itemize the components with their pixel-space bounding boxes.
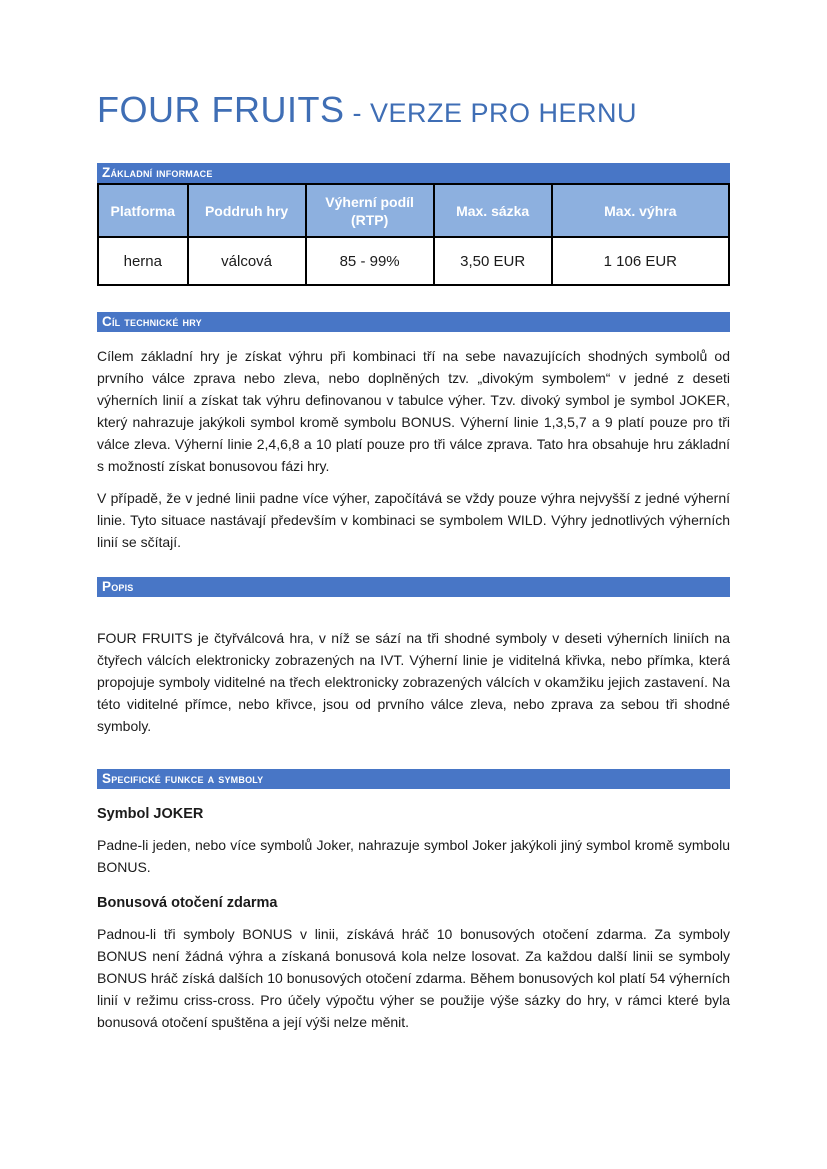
- paragraph-joker: Padne-li jeden, nebo více symbolů Joker, nahrazuje symbol Joker jakýkoli jiný symbol kromě symbolu BONUS.: [97, 837, 730, 875]
- paragraph-bonus: Padnou-li tři symboly BONUS v linii, získává hráč 10 bonusových otočení zdarma. Za symboly BONUS není žádná výhra a získaná bonusová kola nelze losovat. Za každou další linii se symboly BONUS hráč získá dalších 10 bonusových otočení zdarma. Během bonusových kol platí 54 výherních linií v režimu criss-cross. Pro účely výpočtu výher se použije výše sázky do hry, v rámci které byla bonusová otočení spuštěna a její výši nelze měnit.: [97, 926, 730, 1030]
- column-header-max-sazka: Max. sázka: [434, 184, 552, 237]
- table-row: [98, 237, 729, 285]
- subheading-symbol-joker: Symbol JOKER: [97, 806, 204, 822]
- paragraph-goal-2: V případě, že v jedné linii padne více výher, započítává se vždy pouze výhra nejvyšší z jedné výherní linie. Tyto situace nastávají především v kombinaci se symbolem WILD. Výhry jednotlivých výherních linií se sčítají.: [97, 490, 730, 550]
- cell-max-sazka: 3,50 EUR: [434, 237, 552, 285]
- column-header-vyherni-podil: Výherní podíl (RTP): [306, 184, 434, 237]
- section-header-features: Specifické funkce a symboly: [97, 769, 730, 789]
- subheading-bonus-spins: Bonusová otočení zdarma: [97, 895, 278, 911]
- table-header-row: [98, 184, 729, 237]
- document-title: [97, 88, 730, 135]
- cell-vyherni-podil: 85 - 99%: [306, 237, 434, 285]
- cell-poddruh-hry: válcová: [188, 237, 306, 285]
- section-header-basic-info: Základní informace: [97, 163, 730, 183]
- column-header-max-vyhra: Max. výhra: [552, 184, 729, 237]
- title-sub: [344, 98, 637, 128]
- section-header-popis: Popis: [97, 577, 730, 597]
- cell-platforma: herna: [98, 237, 188, 285]
- section-header-goal: Cíl technické hry: [97, 312, 730, 332]
- basic-info-table: [97, 183, 730, 286]
- cell-max-vyhra: 1 106 EUR: [552, 237, 729, 285]
- paragraph-goal-1: Cílem základní hry je získat výhru při kombinaci tří na sebe navazujících shodných symbolů od prvního válce zprava nebo zleva, nebo doplněných tzv. „divokým symbolem“ v jedné z deseti výherních linií a získat tak výhru definovanou v tabulce výher. Tzv. divoký symbol je symbol JOKER, který nahrazuje jakýkoli symbol kromě symbolu BONUS. Výherní linie 1,3,5,7 a 9 platí pouze pro tři válce zleva. Výherní linie 2,4,6,8 a 10 platí pouze pro tři válce zprava. Tato hra obsahuje hru základní s možností získat bonusovou fázi hry.: [97, 348, 730, 474]
- paragraph-popis: FOUR FRUITS je čtyřválcová hra, v níž se sází na tři shodné symboly v deseti výherních liniích na čtyřech válcích elektronicky zobrazených na IVT. Výherní linie je viditelná křivka, nebo přímka, která propojuje symboly viditelné na třech elektronicky zobrazených válcích v okamžiku jejich zastavení. Na této viditelné přímce, nebo křivce, jsou od prvního válce zleva, nebo zprava za sebou tři shodné symboly.: [97, 630, 730, 734]
- column-header-platforma: Platforma: [98, 184, 188, 237]
- title-sub-text: - VERZE PRO HERNU: [352, 98, 638, 128]
- column-header-poddruh-hry: Poddruh hry: [188, 184, 306, 237]
- title-main: FOUR FRUITS: [97, 89, 345, 130]
